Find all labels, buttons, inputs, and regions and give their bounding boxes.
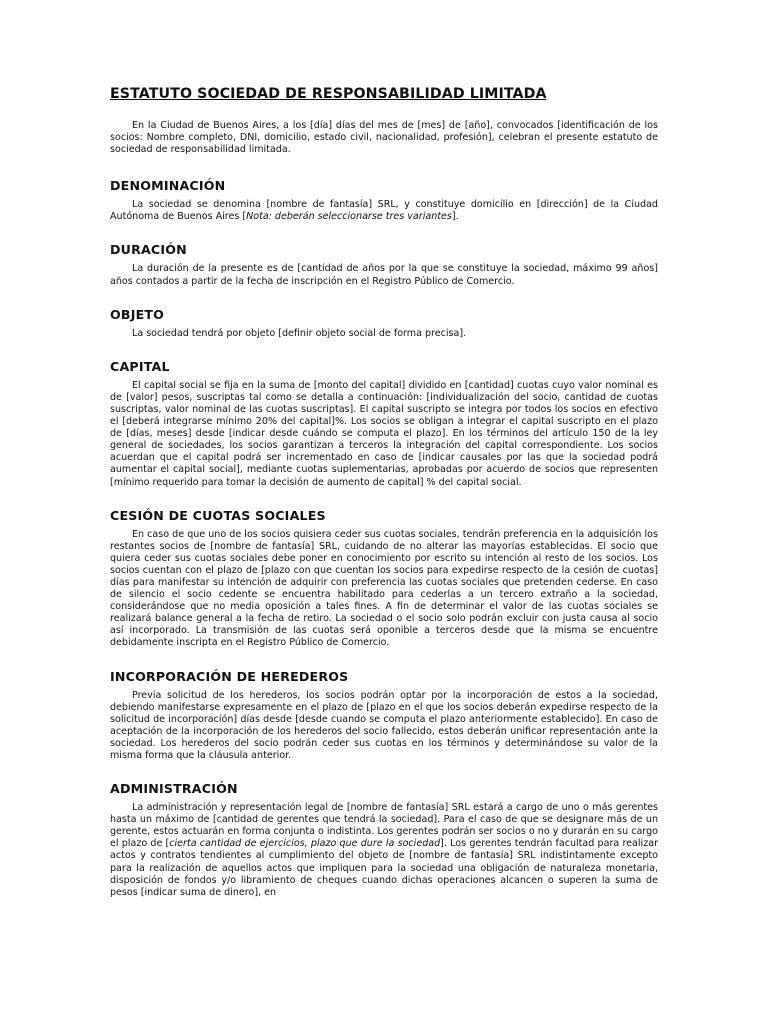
section-paragraph: El capital social se fija en la suma de [monto del capital] dividido en [cantidad] cuotas cuyo valor nominal es de [valor] pesos, suscriptas tal como se detalla a continuación: [individualización del socio, cantidad de cuotas suscriptas, valor nominal de las cuotas suscriptas]. El capital suscripto se integra por todos los socios en efectivo el [deberá integrarse mínimo 20% del capital]%. Los socios se obligan a integrar el capital suscripto en el plazo de [días, meses] desde [indicar desde cuándo se computa el plazo]. En los términos del artículo 150 de la ley general de sociedades, los socios garantizan a terceros la integración del capital correspondiente. Los socios acuerdan que el capital podrá ser incrementado en caso de [indicar causales por las que la sociedad podrá aumentar el capital social], mediante cuotas suplementarias, aprobadas por acuerdo de socios que representen [mínimo requerido para tomar la decisión de aumento de capital] % del capital social. xyxy=(110,379,658,488)
section-duracion xyxy=(110,242,658,287)
section-paragraph: Previa solicitud de los herederos, los socios podrán optar por la incorporación de estos a la sociedad, debiendo manifestarse expresamente en el plazo de [plazo en el que los socios deberán expedirse respecto de la solicitud de incorporación] días desde [desde cuando se computa el plazo anteriormente establecido]. En caso de aceptación de la incorporación de los herederos del socio fallecido, estos deberán unificar representación ante la sociedad. Los herederos del socio podrán ceder sus cuotas en los términos y determinándose su valor de la misma forma que la cláusula anterior. xyxy=(110,689,658,761)
section-paragraph: La sociedad tendrá por objeto [definir objeto social de forma precisa]. xyxy=(132,327,467,339)
section-heading: OBJETO xyxy=(110,306,165,322)
section-paragraph: En caso de que uno de los socios quisiera ceder sus cuotas sociales, tendrán preferencia en la adquisición los restantes socios de [nombre de fantasía] SRL, cuidando de no alterar las mayorías establecidas. El socio que quiera ceder sus cuotas sociales debe poner en conocimiento por escrito su intención al resto de los socios. Los socios cuentan con el plazo de [plazo con que cuentan los socios para expedirse respecto de la cesión de cuotas] días para manifestar su intención de adquirir con preferencia las cuotas sociales que pretenden cederse. En caso de silencio el socio cedente se encuentra habilitado para cederlas a un tercero extraño a la sociedad, considerándose que no media oposición a tales fines. A fin de determinar el valor de las cuotas sociales se realizará balance general a la fecha de retiro. La sociedad o el socio solo podrán excluir con justa causa al socio así incorporado. La transmisión de las cuotas será oponible a terceros desde que la misma se encuentre debidamente inscripta en el Registro Público de Comercio. xyxy=(110,528,658,649)
section-paragraph xyxy=(110,199,658,223)
paragraph-text: ]. Los gerentes tendrán facultad para realizar actos y contratos tendientes al cumplimiento del objeto de [nombre de fantasía] SRL indistintamente excepto para la realización de aquellos actos que impliquen para la sociedad una obligación de naturaleza monetaria, disposición de fondos y/o libramiento de cheques cuando dichas operaciones alcancen o superen la suma de pesos [indicar suma de dinero], en xyxy=(110,838,658,898)
paragraph-text: La administración y representación legal de [nombre de fantasía] SRL estará a cargo de uno o más gerentes hasta un máximo de [cantidad de gerentes que tendrá la sociedad]. Para el caso de que se designare más de un gerente, estos actuarán en forma conjunta o indistinta. Los gerentes podrán ser socios o no y durarán en su cargo el plazo de [ xyxy=(110,802,658,850)
section-heading: CESIÓN DE CUOTAS SOCIALES xyxy=(110,507,326,523)
section-objeto xyxy=(110,307,658,340)
paragraph-note: Nota: deberán seleccionarse tres variantes xyxy=(246,211,452,223)
section-denominacion xyxy=(110,178,658,223)
section-administracion xyxy=(110,781,658,899)
intro-paragraph: En la Ciudad de Buenos Aires, a los [día] días del mes de [mes] de [año], convocados [identificación de los socios: Nombre completo, DNI, domicilio, estado civil, nacionalidad, profesión], celebran el presente estatuto de sociedad de responsabilidad limitada. xyxy=(110,120,658,156)
section-heading: DURACIÓN xyxy=(110,242,187,258)
section-heading: DENOMINACIÓN xyxy=(110,178,226,194)
section-incorporacion-herederos xyxy=(110,669,658,763)
section-paragraph xyxy=(110,802,658,899)
section-heading: CAPITAL xyxy=(110,358,170,374)
paragraph-text: La sociedad se denomina [nombre de fantasía] SRL, y constituye domicilio en [dirección] de la Ciudad Autónoma de Buenos Aires [ xyxy=(110,199,658,223)
section-heading: INCORPORACIÓN DE HEREDEROS xyxy=(110,668,349,684)
section-cesion-cuotas xyxy=(110,508,658,650)
section-heading: ADMINISTRACIÓN xyxy=(110,781,238,797)
paragraph-text: ]. xyxy=(451,211,459,223)
intro-section xyxy=(110,120,658,156)
paragraph-note: cierta cantidad de ejercicios, plazo que dure la sociedad xyxy=(169,838,441,850)
document-title: ESTATUTO SOCIEDAD DE RESPONSABILIDAD LIMITADA xyxy=(110,86,547,102)
section-paragraph: La duración de la presente es de [cantidad de años por la que se constituye la sociedad, máximo 99 años] años contados a partir de la fecha de inscripción en el Registro Público de Comercio. xyxy=(110,263,658,287)
section-capital xyxy=(110,359,658,489)
